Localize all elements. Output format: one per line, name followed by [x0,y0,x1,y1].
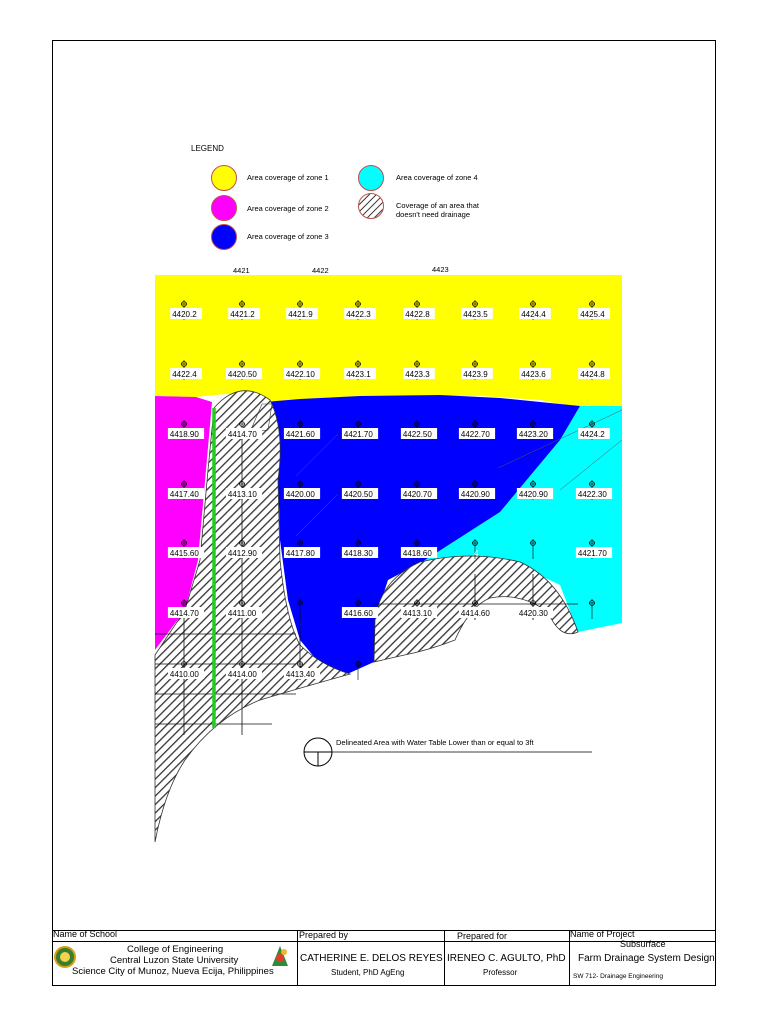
elevation-label: 4412.90 [227,549,257,558]
elevation-label: 4423.6 [521,370,546,379]
elevation-label: 4420.50 [343,490,373,499]
elevation-label: 4420.30 [518,609,548,618]
column-label-4422: 4422 [312,266,329,275]
elevation-label: 4422.50 [402,430,432,439]
elevation-label: 4423.5 [463,310,488,319]
elevation-label: 4417.80 [285,549,315,558]
elevation-label: 4420.00 [285,490,315,499]
legend-no-drainage-label-2: doesn't need drainage [396,210,470,219]
elevation-label: 4421.9 [288,310,313,319]
elevation-label: 4420.90 [460,490,490,499]
elevation-label: 4416.60 [343,609,373,618]
zone1-area [155,275,622,408]
elevation-label: 4414.70 [227,430,257,439]
column-label-4421: 4421 [233,266,250,275]
project-line-3: SW 712- Drainage Engineering [573,973,663,980]
prepared-for-role: Professor [483,968,518,977]
elevation-label: 4424.2 [580,430,605,439]
column-label-4423: 4423 [432,265,449,274]
legend-zone2-label: Area coverage of zone 2 [247,204,329,213]
prepared-by-role: Student, PhD AgEng [331,968,405,977]
legend-no-drainage-label-1: Coverage of an area that [396,201,479,210]
elevation-label: 4420.90 [518,490,548,499]
school-header: Name of School [53,929,118,939]
elevation-label: 4415.60 [169,549,199,558]
elevation-label: 4422.30 [577,490,607,499]
elevation-label: 4423.1 [346,370,371,379]
elevation-label: 4418.90 [169,430,199,439]
project-header: Name of Project [570,929,635,939]
project-line-1: Subsurface [620,939,666,949]
legend-zone4-label: Area coverage of zone 4 [396,173,478,182]
elevation-label: 4420.70 [402,490,432,499]
elevation-label: 4414.60 [460,609,490,618]
elevation-label: 4424.4 [521,310,546,319]
elevation-label: 4421.2 [230,310,255,319]
legend-zone3-label: Area coverage of zone 3 [247,232,329,241]
elevation-label: 4422.70 [460,430,490,439]
prepared-for-name: IRENEO C. AGULTO, PhD [447,953,566,964]
legend-zone1-label: Area coverage of zone 1 [247,173,329,182]
school-line-1: College of Engineering [127,944,224,955]
elevation-label: 4422.10 [285,370,315,379]
elevation-label: 4414.70 [169,609,199,618]
elevation-label: 4422.3 [346,310,371,319]
elevation-label: 4 [474,549,479,558]
legend-title: LEGEND [191,144,224,153]
school-line-2: Central Luzon State University [110,955,239,966]
prepared-for-header: Prepared for [457,931,508,941]
university-seal-icon [54,946,76,973]
elevation-label: 4421.70 [577,549,607,558]
elevation-label: 4423.3 [405,370,430,379]
prepared-by-header: Prepared by [299,930,349,940]
elevation-label: 4422.8 [405,310,430,319]
elevation-label: 4421.60 [285,430,315,439]
college-seal-icon [268,944,292,973]
elevation-label: 4418.60 [402,549,432,558]
elevation-label: 4420.2 [172,310,197,319]
title-block [52,930,716,986]
project-line-2: Farm Drainage System Design [578,953,715,964]
elevation-label: 4421.70 [343,430,373,439]
elevation-label: 4414.00 [227,670,257,679]
elevation-label: 4420.50 [227,370,257,379]
elevation-label: 4411.00 [227,609,257,618]
elevation-label: 4423.9 [463,370,488,379]
elevation-label: 4425.4 [580,310,605,319]
delineated-area-note: Delineated Area with Water Table Lower than or equal to 3ft [336,738,534,747]
elevation-label: 4417.40 [169,490,199,499]
elevation-label: 4423.20 [518,430,548,439]
prepared-by-name: CATHERINE E. DELOS REYES [300,953,443,964]
elevation-label: 4422.4 [172,370,197,379]
elevation-label: 4410.00 [169,670,199,679]
school-line-3: Science City of Munoz, Nueva Ecija, Philippines [72,966,274,977]
elevation-label: 4413.40 [285,670,315,679]
elevation-label: 4418.30 [343,549,373,558]
elevation-label: 4424.8 [580,370,605,379]
elevation-label: 4413.10 [227,490,257,499]
elevation-label: 4413.10 [402,609,432,618]
